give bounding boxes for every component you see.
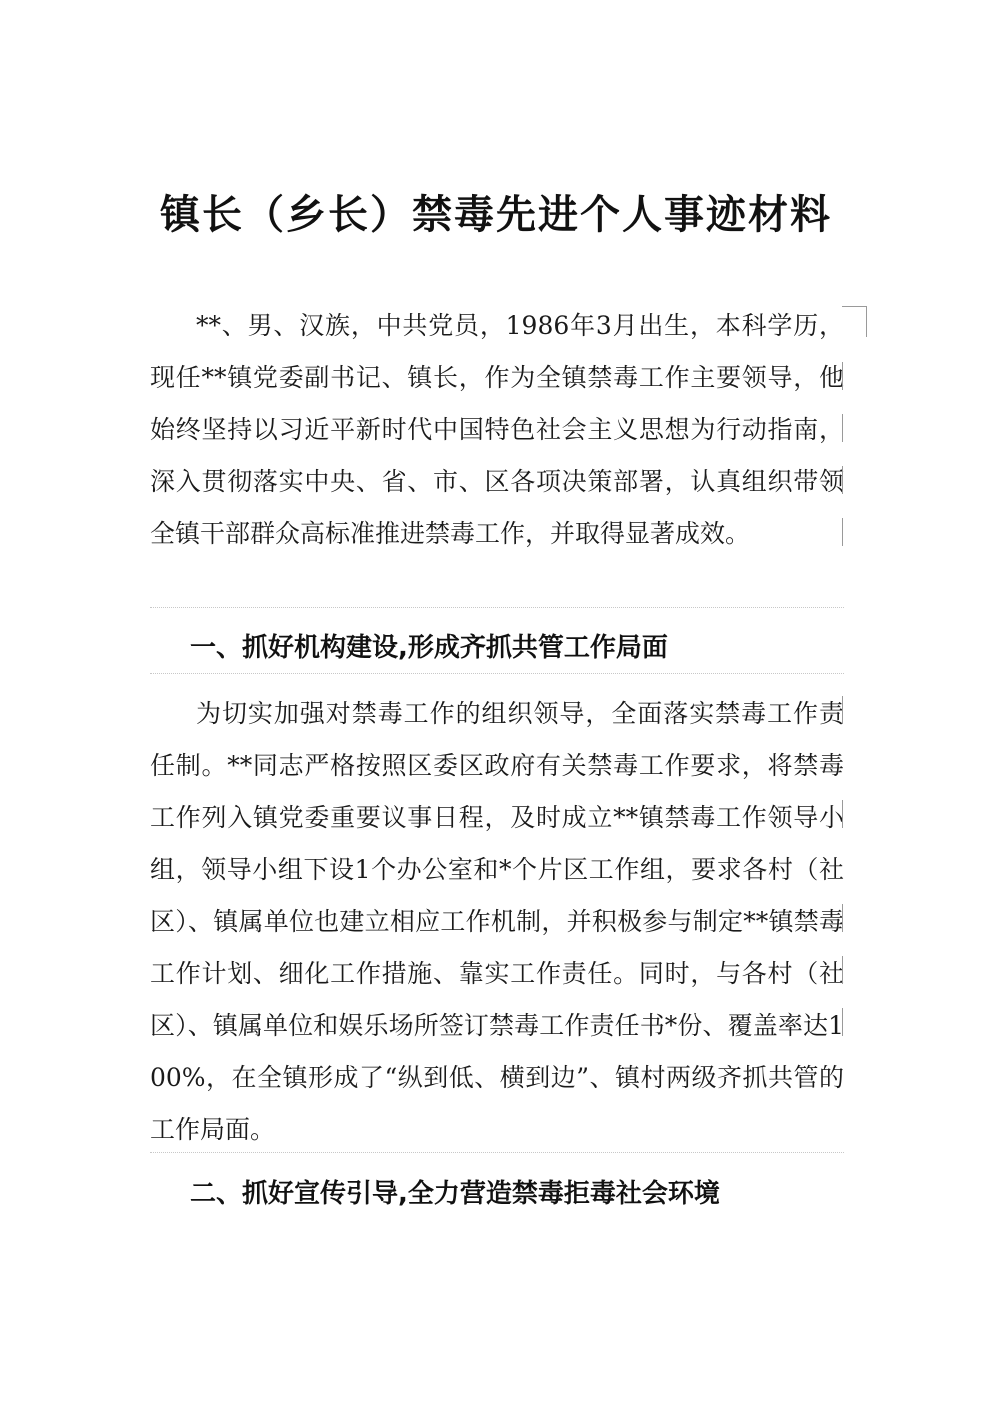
margin-bar <box>842 956 843 984</box>
section-heading-2: 二、抓好宣传引导,全力营造禁毒拒毒社会环境 <box>190 1179 720 1209</box>
margin-corner-mark <box>842 306 867 337</box>
margin-bar <box>842 518 843 546</box>
document-title: 镇长（乡长）禁毒先进个人事迹材料 <box>160 191 832 238</box>
margin-bar <box>842 414 843 442</box>
margin-bar <box>842 800 843 828</box>
paragraph-divider <box>150 1152 844 1153</box>
section-1-paragraph: 为切实加强对禁毒工作的组织领导，全面落实禁毒工作责任制。**同志严格按照区委区政府有关禁毒工作要求，将禁毒工作列入镇党委重要议事日程，及时成立**镇禁毒工作领导小组，领导小组下设1个办公室和*个片区工作组，要求各村（社区）、镇属单位也建立相应工作机制，并积极参与制定**镇禁毒工作计划、细化工作措施、靠实工作责任。同时，与各村（社区）、镇属单位和娱乐场所签订禁毒工作责任书*份、覆盖率达100%，在全镇形成了“纵到低、横到边”、镇村两级齐抓共管的工作局面。 <box>150 699 844 1144</box>
margin-bar <box>842 904 843 932</box>
paragraph-divider <box>150 607 844 608</box>
margin-bar <box>842 1008 843 1036</box>
margin-bar <box>842 362 843 390</box>
margin-bar <box>842 696 843 724</box>
intro-paragraph: **、男、汉族，中共党员，1986年3月出生，本科学历，现任**镇党委副书记、镇长，作为全镇禁毒工作主要领导，他始终坚持以习近平新时代中国特色社会主义思想为行动指南，深入贯彻落实中央、省、市、区各项决策部署，认真组织带领全镇干部群众高标准推进禁毒工作，并取得显著成效。 <box>150 311 844 548</box>
paragraph-divider <box>150 673 844 674</box>
section-heading-1: 一、抓好机构建设,形成齐抓共管工作局面 <box>190 633 668 663</box>
margin-bar <box>842 466 843 494</box>
